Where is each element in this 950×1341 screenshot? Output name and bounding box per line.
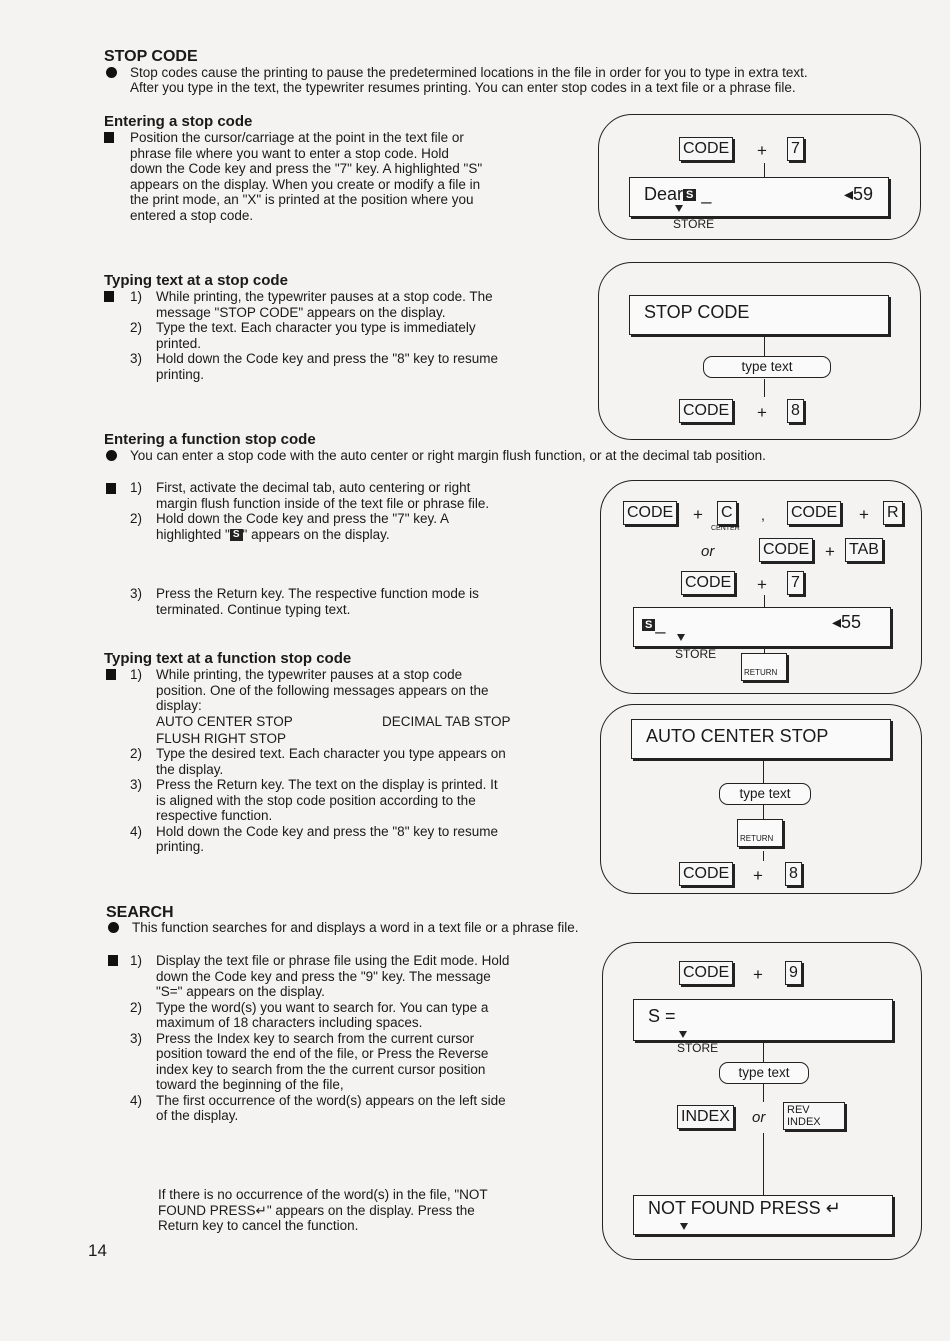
message-decimal-tab: DECIMAL TAB STOP: [382, 713, 511, 729]
connector-line: [763, 1084, 764, 1102]
typing-stop-code-steps: [104, 289, 554, 382]
not-found-note: If there is no occurrence of the word(s) in the file, "NOT FOUND PRESS↵" appears on the display. Press the Return key to cancel the function.: [158, 1187, 488, 1233]
step: 2) Type the text. Each character you type is immediately printed.: [130, 320, 476, 351]
typing-function-stop-steps: [104, 667, 564, 855]
key-8: 8: [785, 862, 802, 886]
connector-line: [763, 805, 764, 819]
stop-code-intro-1: Stop codes cause the printing to pause the predetermined locations in the file in order for you to type in extra text.: [130, 65, 808, 80]
stop-code-heading: STOP CODE: [104, 48, 198, 65]
diagram-enter-stop-code: [598, 114, 921, 240]
return-key: RETURN: [741, 653, 787, 681]
display-function-stop: [633, 607, 891, 647]
step: 1) Display the text file or phrase file using the Edit mode. Hold down the Code key and press the "9" key. The message "S=" appears on the display.: [130, 953, 510, 999]
stop-code-intro-2: After you type in the text, the typewriter resumes printing. You can enter stop codes in a text file or a phrase file.: [130, 80, 796, 95]
diagram-function-stop-code: [600, 480, 922, 694]
diagram-search: [602, 942, 922, 1260]
display-search: [633, 999, 893, 1041]
entering-stop-code-heading: Entering a stop code: [104, 113, 253, 130]
key-7: 7: [787, 137, 804, 161]
plus-sign: +: [757, 403, 767, 422]
function-stop-steps-b: [104, 586, 554, 617]
connector-line: [763, 1133, 764, 1195]
connector-line: [764, 335, 765, 357]
character-count: ◂59: [844, 184, 874, 204]
connector-line: [763, 760, 764, 784]
step: 1) While printing, the typewriter pauses at a stop code position. One of the following messages appears on the display: AUTO CENTER STOP DECIMAL TAB STOP FLUSH RIGHT STOP: [104, 667, 564, 746]
step: 3) Press the Index key to search from the current cursor position toward the end of the file, or Press the Reverse index key to search from the the current cursor position toward the beginning of the file,: [130, 1030, 489, 1092]
rev-index-key: REV INDEX: [783, 1102, 845, 1130]
step: 1) While printing, the typewriter pauses at a stop code. The message "STOP CODE" appears on the display.: [130, 289, 493, 320]
display-auto-center-stop: [631, 719, 891, 759]
center-key-label: CENTER: [711, 525, 740, 532]
tab-key: TAB: [845, 538, 883, 562]
search-steps: [104, 953, 564, 1124]
message-flush-right: FLUSH RIGHT STOP: [156, 730, 287, 746]
diagram-auto-center-stop: [600, 704, 922, 894]
plus-sign: +: [753, 866, 763, 885]
return-key: RETURN: [737, 819, 783, 847]
connector-line: [763, 851, 764, 861]
type-text-step: type text: [703, 356, 831, 378]
code-key: CODE: [759, 538, 813, 562]
typing-stop-code-heading: Typing text at a stop code: [104, 272, 288, 289]
store-indicator-arrow: [680, 1223, 688, 1230]
entering-stop-code-text: Position the cursor/carriage at the point in the text file or phrase file where you want to enter a stop code. Hold down the Code key and press the "7" key. A highlighted "S" appears on the display. When you create or modify a file in the print mode, an "X" is printed at the position where you entered a stop code.: [130, 130, 483, 223]
message-auto-center: AUTO CENTER STOP: [156, 713, 293, 729]
diagram-stop-code-typing: [598, 262, 921, 440]
display-text: NOT FOUND PRESS ↵: [648, 1198, 841, 1218]
store-indicator-arrow: [675, 205, 683, 212]
code-key: CODE: [787, 501, 841, 525]
step: 3) Hold down the Code key and press the "8" key to resume printing.: [130, 351, 499, 382]
display-text: Dear S _: [644, 184, 712, 204]
or-text: or: [752, 1109, 766, 1126]
plus-sign: +: [753, 965, 763, 984]
function-stop-heading: Entering a function stop code: [104, 431, 316, 448]
center-key: C: [717, 501, 737, 525]
page-number: 14: [88, 1241, 107, 1260]
code-key: CODE: [679, 399, 733, 423]
plus-sign: +: [757, 141, 767, 160]
store-indicator-arrow: [677, 634, 685, 641]
step: 3) Press the Return key. The respective function mode is terminated. Continue typing text.: [130, 586, 479, 617]
code-key: CODE: [679, 137, 733, 161]
key-7: 7: [787, 571, 804, 595]
display-stop-code: [629, 295, 889, 335]
display-text: AUTO CENTER STOP: [646, 726, 829, 746]
step: 2) Hold down the Code key and press the "7" key. A highlighted " S " appears on the display.: [130, 511, 450, 542]
display-text: S _: [642, 614, 665, 635]
store-label: STORE: [677, 1041, 719, 1055]
key-8: 8: [787, 399, 804, 423]
step: 2) Type the word(s) you want to search for. You can type a maximum of 18 characters including spaces.: [130, 999, 489, 1030]
code-key: CODE: [681, 571, 735, 595]
plus-sign: +: [757, 575, 767, 594]
bullet-dot: [108, 922, 119, 933]
plus-sign: +: [859, 505, 869, 524]
bullet-square: [104, 132, 114, 143]
function-stop-steps-a: [104, 480, 554, 542]
connector-line: [764, 379, 765, 397]
step: 2) Type the desired text. Each character you type appears on the display.: [130, 746, 506, 777]
character-count: ◂55: [832, 612, 862, 632]
flush-right-key: R: [883, 501, 903, 525]
display-text: STOP CODE: [644, 302, 750, 322]
display-text: S =: [648, 1006, 676, 1026]
code-key: CODE: [679, 862, 733, 886]
bullet-dot: [106, 450, 117, 461]
type-text-step: type text: [719, 783, 811, 805]
search-intro: This function searches for and displays a word in a text file or a phrase file.: [132, 920, 579, 935]
display-dear: [629, 177, 889, 217]
connector-line: [764, 163, 765, 177]
store-label: STORE: [675, 647, 717, 661]
connector-line: [764, 595, 765, 607]
typing-function-stop-heading: Typing text at a function stop code: [104, 650, 352, 667]
function-stop-intro: You can enter a stop code with the auto center or right margin flush function, or at the decimal tab position.: [130, 448, 766, 463]
type-text-step: type text: [719, 1062, 809, 1084]
comma-separator: ,: [761, 507, 765, 523]
or-text: or: [701, 543, 715, 560]
store-indicator-arrow: [679, 1031, 687, 1038]
plus-sign: +: [693, 505, 703, 524]
plus-sign: +: [825, 542, 835, 561]
bullet-dot: [106, 67, 117, 78]
connector-line: [763, 1041, 764, 1063]
step: 1) First, activate the decimal tab, auto centering or right margin flush function inside of the text file or phrase file.: [130, 480, 490, 511]
index-key: INDEX: [677, 1105, 734, 1129]
step: 4) The first occurrence of the word(s) appears on the left side of the display.: [130, 1092, 506, 1123]
display-not-found: [633, 1195, 893, 1235]
store-label: STORE: [673, 217, 715, 231]
step: 4) Hold down the Code key and press the "8" key to resume printing.: [130, 823, 499, 854]
search-heading: SEARCH: [106, 904, 174, 921]
step: 3) Press the Return key. The text on the display is printed. It is aligned with the stop code position according to the respective function.: [130, 777, 498, 823]
code-key: CODE: [679, 961, 733, 985]
key-9: 9: [785, 961, 802, 985]
code-key: CODE: [623, 501, 677, 525]
